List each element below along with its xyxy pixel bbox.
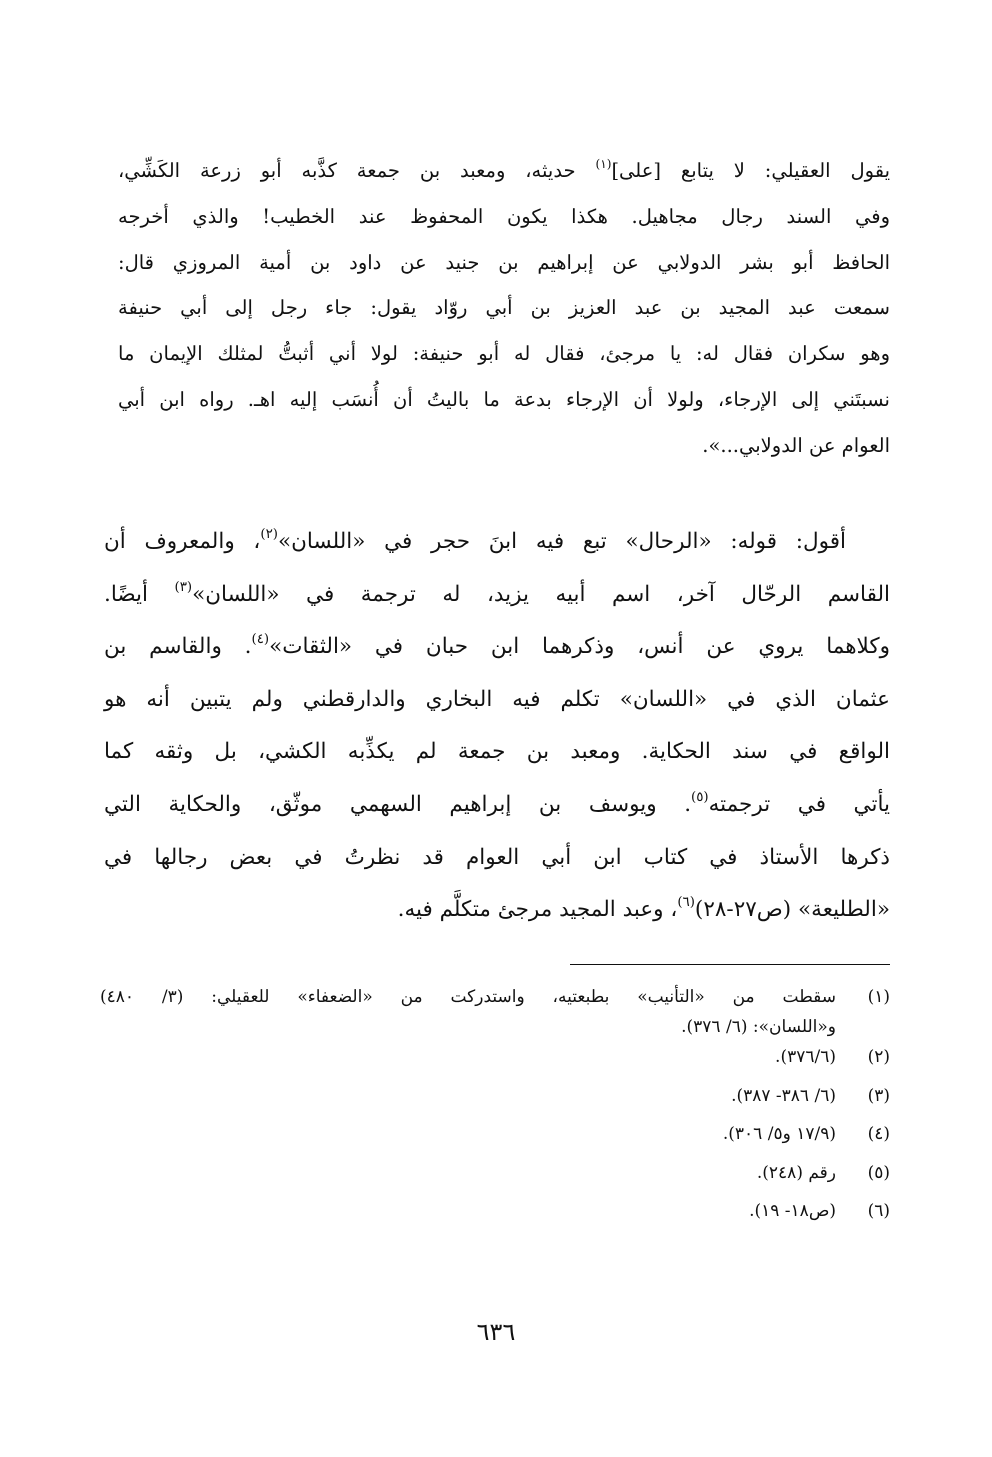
quote-line-text: يقول العقيلي: لا يتابع [على] (611, 159, 890, 182)
footnote-separator (570, 964, 890, 965)
quote-line-text: العوام عن الدولابي...». (702, 433, 890, 457)
body-line (104, 621, 890, 674)
quoted-passage (118, 148, 890, 469)
quote-line-text: وفي السند رجال مجاهيل. هكذا يكون المحفوظ عند الخطيب! والذي أخرجه (118, 204, 890, 228)
quote-line (118, 285, 890, 331)
quote-line (118, 194, 890, 240)
body-line-text: . ويوسف بن إبراهيم السهمي موثّق، والحكاية التي (104, 791, 692, 817)
footnote-ref: (٦) (677, 895, 695, 911)
body-line-text: . والقاسم بن (104, 634, 252, 660)
footnote-number: (٦) (867, 1201, 890, 1221)
footnote-ref: (٤) (251, 632, 270, 648)
footnote-number: (١) (867, 987, 890, 1007)
footnote-number: (٤) (867, 1124, 890, 1144)
body-line (104, 516, 890, 569)
footnote-line: و«اللسان»: (٦/ ٣٧٦). (681, 1017, 836, 1037)
footnotes (100, 982, 890, 1235)
footnote-line: رقم (٢٤٨). (756, 1162, 836, 1183)
body-line-text: ، وعبد المجيد مرجئ متكلَّم فيه. (397, 897, 678, 923)
footnote-line: (٦/ ٣٨٦- ٣٨٧). (731, 1085, 836, 1106)
main-paragraph (104, 516, 890, 937)
quote-line (118, 240, 890, 286)
footnote-text (100, 1158, 836, 1197)
footnote-text (100, 1081, 836, 1120)
footnote-ref: (٣) (174, 579, 193, 595)
body-line (104, 726, 890, 779)
footnote (100, 1196, 890, 1235)
body-line (104, 884, 890, 937)
quote-line-text: سمعت عبد المجيد بن عبد العزيز بن أبي روّاد يقول: جاء رجل إلى أبي حنيفة (118, 296, 890, 320)
quote-line-text: حديثه، ومعبد بن جمعة كذَّبه أبو زرعة الكَشِّي، (118, 159, 596, 182)
body-line (104, 674, 890, 727)
footnote-text (100, 1042, 836, 1081)
quote-line-text: نسبتَني إلى الإرجاء، ولولا أن الإرجاء بدعة ما باليتُ أن أُنسَب إليه اهـ. رواه ابن أبي (118, 387, 890, 411)
footnote-text (100, 1119, 836, 1158)
footnote (100, 1158, 890, 1197)
quote-line (118, 331, 890, 377)
footnote-text (100, 1196, 836, 1235)
footnote-ref: (١) (595, 156, 612, 171)
body-line-text: وكلاهما يروي عن أنس، وذكرهما ابن حبان في «الثقات» (269, 634, 891, 660)
footnote (100, 1081, 890, 1120)
body-line-text: يأتي في ترجمته (708, 791, 890, 817)
footnote-ref: (٥) (691, 789, 709, 805)
body-line-text: ، والمعروف أن (104, 529, 261, 554)
body-line-text: القاسم الرحّال آخر، اسم أبيه يزيد، له ترجمة في «اللسان» (192, 581, 890, 607)
body-line-text: أقول: قوله: «الرحال» تبع فيه ابنَ حجر في «اللسان» (277, 529, 846, 554)
footnote-line: سقطت من «التأنيب» بطبعتيه، واستدركت من «الضعفاء» للعقيلي: (٣/ ٤٨٠) (100, 987, 836, 1007)
body-line (104, 569, 890, 622)
footnote-number: (٣) (867, 1085, 890, 1106)
footnote (100, 1042, 890, 1081)
quote-line (118, 423, 890, 469)
footnote-line: (٣٧٦/٦). (775, 1047, 836, 1067)
footnote-line: (١٧/٩ و٥/ ٣٠٦). (722, 1124, 836, 1144)
body-line-text: عثمان الذي في «اللسان» تكلم فيه البخاري والدارقطني ولم يتبين أنه هو (104, 686, 890, 712)
quote-line (118, 377, 890, 423)
page-number: ٦٣٦ (476, 1318, 516, 1346)
body-line (104, 779, 890, 832)
footnote-number: (٢) (867, 1047, 890, 1067)
footnote (100, 982, 890, 1042)
body-line-text: ذكرها الأستاذ في كتاب ابن أبي العوام قد نظرتُ في بعض رجالها في (104, 844, 890, 870)
footnote-text (100, 982, 836, 1042)
quote-line (118, 148, 890, 194)
footnote-line: (ص١٨- ١٩). (749, 1201, 836, 1221)
body-line-text: «الطليعة» (ص٢٧-٢٨) (694, 897, 890, 923)
quote-line-text: الحافظ أبو بشر الدولابي عن إبراهيم بن جنيد عن داود بن أمية المروزي قال: (118, 250, 890, 274)
footnote-ref: (٢) (260, 527, 278, 543)
footnote-number: (٥) (867, 1162, 890, 1183)
footnote (100, 1119, 890, 1158)
body-line-text: الواقع في سند الحكاية. ومعبد بن جمعة لم يكذِّبه الكشي، بل وثقه كما (104, 739, 890, 765)
quote-line-text: وهو سكران فقال له: يا مرجئ، فقال له أبو حنيفة: لولا أني أثبتُّ لمثلك الإيمان ما (118, 342, 890, 366)
body-line (104, 832, 890, 885)
body-line-text: أيضًا. (104, 581, 175, 607)
